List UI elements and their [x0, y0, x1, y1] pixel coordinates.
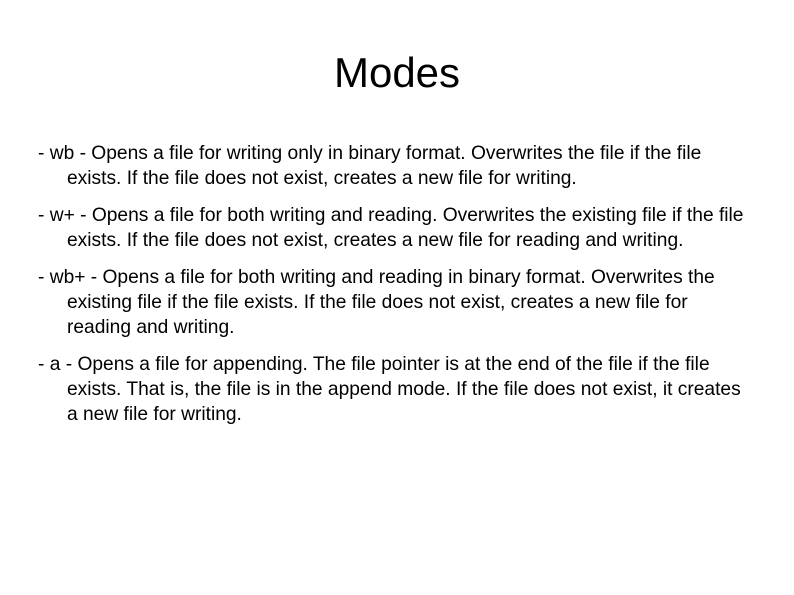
bullet-item-wb: - wb - Opens a file for writing only in binary format. Overwrites the file if the file exists. If the file does not exist, creates a new file for writing.: [38, 143, 702, 189]
bullet-item-wb-plus: - wb+ - Opens a file for both writing and reading in binary format. Overwrites the existing file if the file exists. If the file does not exist, creates a new file for reading and writing.: [38, 267, 715, 338]
bullet-item-a: - a - Opens a file for appending. The file pointer is at the end of the file if the file exists. That is, the file is in the append mode. If the file does not exist, it creates a new file for writing.: [38, 354, 741, 425]
bullet-list: [38, 141, 748, 427]
slide-title: Modes: [333, 49, 461, 96]
bullet-item-w-plus: - w+ - Opens a file for both writing and reading. Overwrites the existing file if the file exists. If the file does not exist, creates a new file for reading and writing.: [38, 205, 744, 251]
